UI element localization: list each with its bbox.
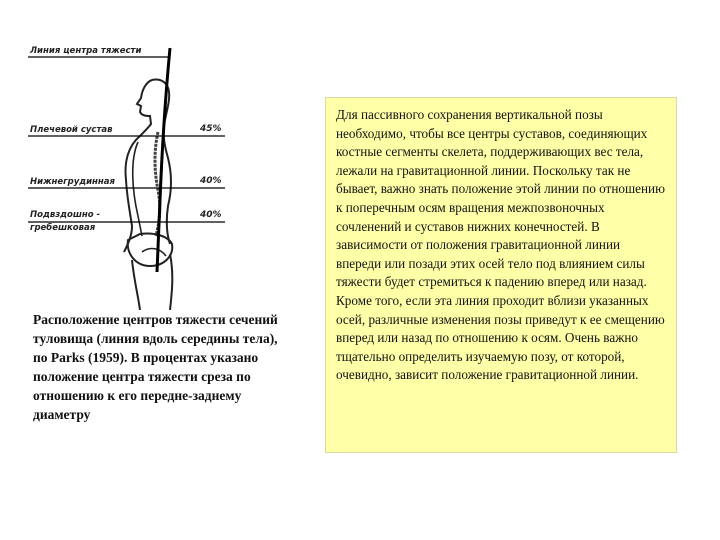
chest-percent: 40% bbox=[200, 176, 222, 186]
info-paragraph: Для пассивного сохранения вертикальной позы необходимо, чтобы все центры суставов, соединяющих костные сегменты скелета, поддерживающих вес тела, лежали на гравитационной линии. Поскольку так не бывает, важно знать положение этой линии по отношению к поперечным осям вращения межпозвоночных сочленений и суставов нижних конечностей. В зависимости от положения гравитационной линии впереди или позади этих осей тело под влиянием силы тяжести будет стремиться к падению вперед или назад. Кроме того, если эта линия проходит вблизи указанных осей, различные изменения позы приведут к ее смещению вперед или назад по отношению к осям. Очень важно тщательно определить изучаемую позу, от которой, очевидно, зависит положение гравитационной линии. bbox=[336, 107, 665, 383]
shoulder-joint-label: Плечевой сустав bbox=[30, 125, 113, 135]
iliac-label-line1: Подвздошно - bbox=[30, 210, 101, 220]
body-diagram bbox=[20, 40, 290, 310]
figure-caption: Расположение центров тяжести сечений туловища (линия вдоль середины тела), по Parks (1959). В процентах указано положение центра тяжести среза по отношению к его передне-заднему диаметру bbox=[33, 312, 278, 422]
lower-chest-label: Нижнегрудинная bbox=[30, 177, 115, 187]
info-text-box bbox=[325, 97, 677, 453]
body-silhouette-drawing bbox=[20, 40, 290, 310]
iliac-label-line2: гребешковая bbox=[30, 223, 96, 233]
shoulder-percent: 45% bbox=[200, 124, 222, 134]
gravity-line-label: Линия центра тяжести bbox=[30, 46, 142, 56]
iliac-percent: 40% bbox=[200, 210, 222, 220]
